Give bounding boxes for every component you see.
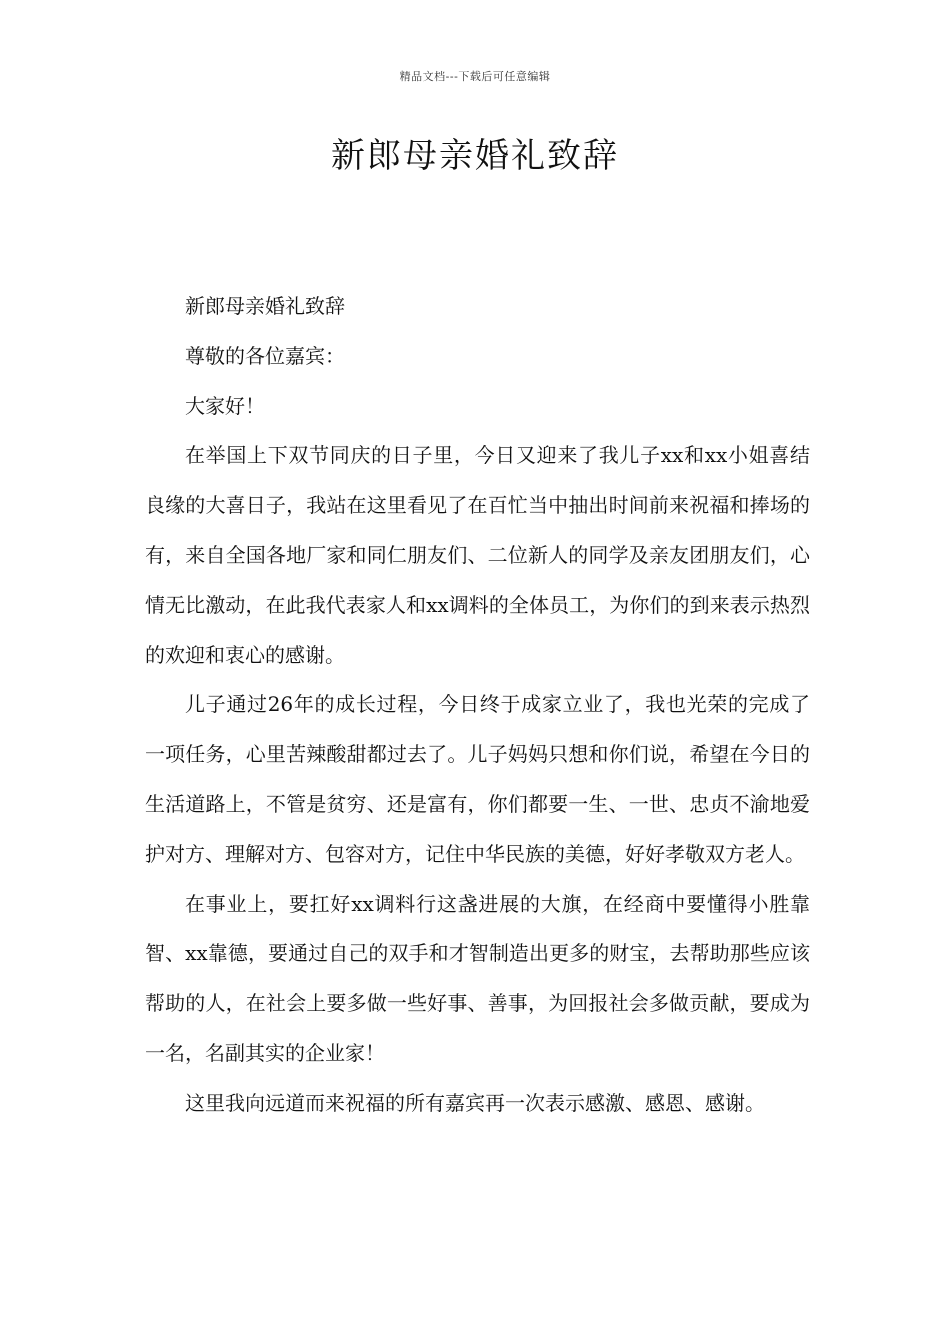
document-body [145,282,810,1129]
header-note: 精品文档---下载后可任意编辑 [399,70,551,83]
paragraph-body: 在事业上，要扛好xx调料行这盏进展的大旗，在经商中要懂得小胜靠智、xx靠德，要通过自己的双手和才智制造出更多的财宝，去帮助那些应该帮助的人，在社会上要多做一些好事、善事，为回报社会多做贡献，要成为一名，名副其实的企业家！ [145,891,810,1065]
document-title: 新郎母亲婚礼致辞 [331,136,619,176]
paragraph-salutation: 尊敬的各位嘉宾： [185,343,345,368]
paragraph-greeting: 大家好！ [185,393,265,418]
paragraph-body: 儿子通过26年的成长过程，今日终于成家立业了，我也光荣的完成了一项任务，心里苦辣酸甜都过去了。儿子妈妈只想和你们说，希望在今日的生活道路上，不管是贫穷、还是富有，你们都要一生、一世、忠贞不渝地爱护对方、理解对方、包容对方，记住中华民族的美德，好好孝敬双方老人。 [145,692,810,866]
paragraph-subtitle: 新郎母亲婚礼致辞 [185,294,345,318]
paragraph-closing: 这里我向远道而来祝福的所有嘉宾再一次表示感激、感恩、感谢。 [185,1090,765,1115]
paragraph-body: 在举国上下双节同庆的日子里，今日又迎来了我儿子xx和xx小姐喜结良缘的大喜日子，我站在这里看见了在百忙当中抽出时间前来祝福和捧场的有，来自全国各地厂家和同仁朋友们、二位新人的同学及亲友团朋友们，心情无比激动，在此我代表家人和xx调料的全体员工，为你们的到来表示热烈的欢迎和衷心的感谢。 [145,443,810,667]
